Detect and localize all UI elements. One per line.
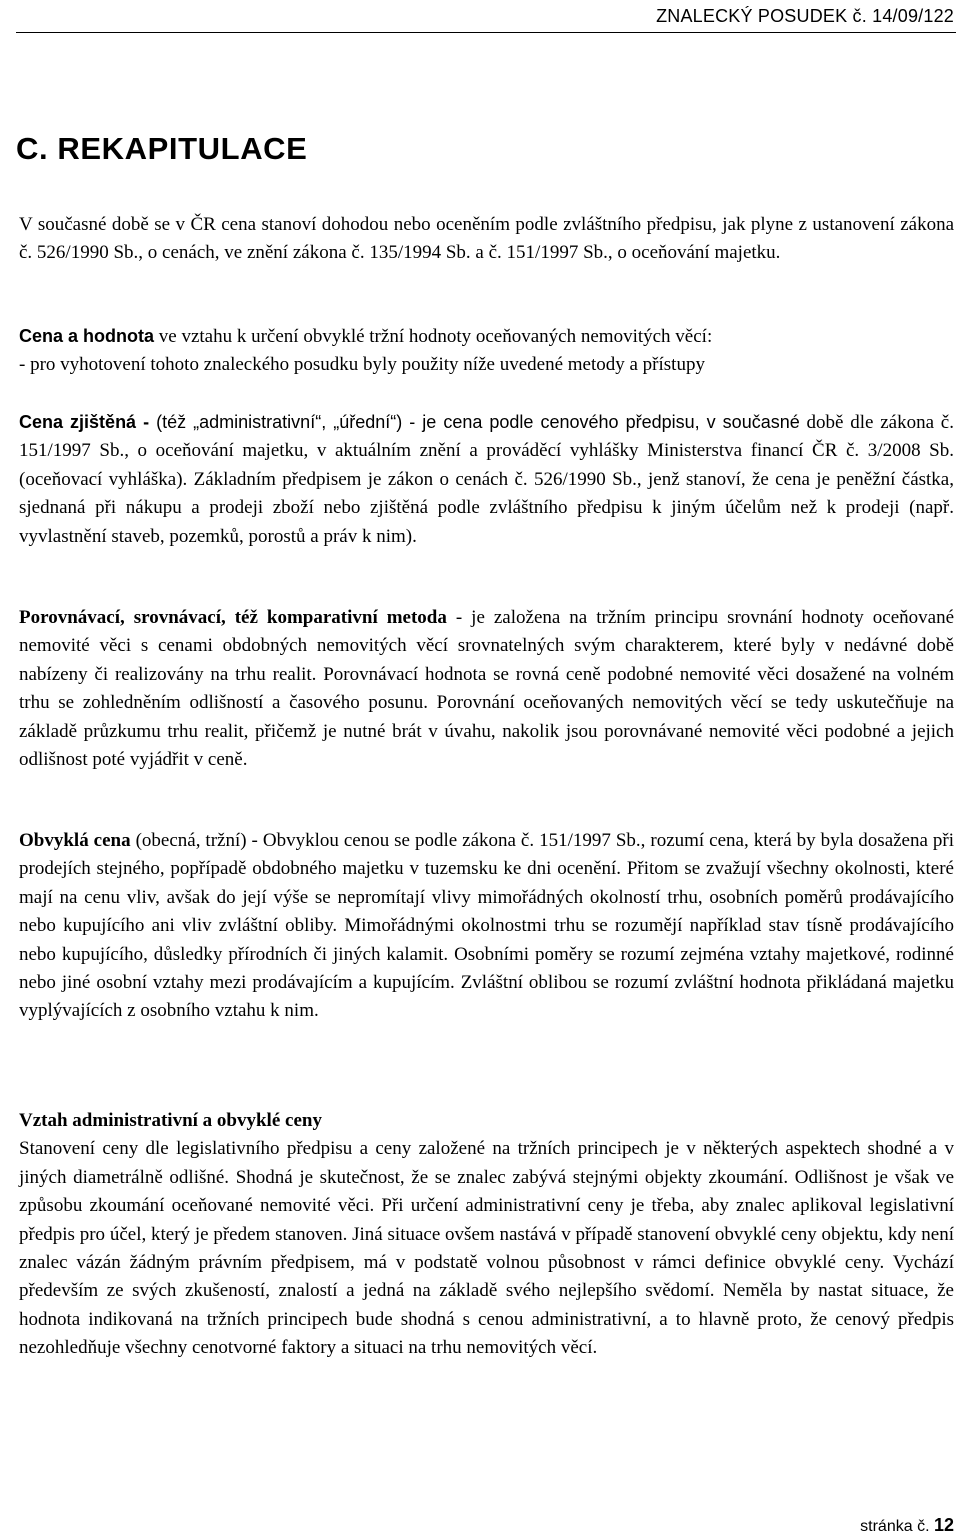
vztah-text: Stanovení ceny dle legislativního předpisu a ceny založené na tržních principech je v některých aspektech shodné a v jiných diametrálně odlišné. Shodná je skutečnost, že se znalec zabývá stejnými objekty zkoumání. Odlišnost je však ve způsobu zkoumání oceňované nemovité věci. Při určení administrativní ceny je třeba, aby znalec aplikoval legislativní předpis pro účel, který je předem stanoven. Jiná situace ovšem nastává v případě stanovení obvyklé ceny objektu, kdy není znalec vázán žádným právním předpisem, má v podstatě volnou působnost v rámci definice obvyklé ceny. Vychází především ze svých zkušeností, znalostí a jedná na základě svého nejlepšího svědomí. Neměla by nastat situace, že hodnota indikovaná na tržních principech bude shodná s cenou administrativní, a to hlavně proto, že cenový předpis nezohledňuje všechny cenotvorné faktory a situaci na trhu nemovitých věcí.	[19, 1138, 954, 1359]
porovnavaci-term: Porovnávací, srovnávací, též komparativní metoda	[19, 607, 447, 628]
obvykla-cena-term: Obvyklá cena	[19, 830, 131, 851]
intro-paragraph	[19, 211, 954, 268]
obvykla-cena-text: (obecná, tržní) - Obvyklou cenou se podle zákona č. 151/1997 Sb., rozumí cena, která by byla dosažena při prodejích stejného, popřípadě obdobného majetku v tuzemsku ke dni ocenění. Přitom se zvažují všechny okolnosti, které mají na cenu vliv, avšak do její výše se nepromítají vlivy mimořádných okolností trhu, osobních poměrů prodávajícího nebo kupujícího ani vliv zvláštní obliby. Mimořádnými okolnostmi trhu se rozumějí například stav tísně prodávajícího nebo kupujícího, důsledky přírodních či jiných kalamit. Osobními poměry se rozumí zejména vztahy majetkové, rodinné nebo jiné osobní vztahy mezi prodávajícím a kupujícím. Zvláštní oblibou se rozumí zvláštní hodnota přikládaná majetku vyplývajících z osobního vztahu k nim.	[19, 830, 955, 1022]
document-header: ZNALECKÝ POSUDEK č. 14/09/122	[656, 6, 954, 26]
cena-hodnota-term: Cena a hodnota	[19, 326, 155, 346]
cena-zjistena-sans-text: (též „administrativní“, „úřední“) - je cena podle cenového předpisu, v současné	[156, 412, 800, 432]
obvykla-cena-paragraph	[19, 827, 954, 1026]
intro-text: V současné době se v ČR cena stanoví dohodou nebo oceněním podle zvláštního předpisu, jak plyne z ustanovení zákona č. 526/1990 Sb., o cenách, ve znění zákona č. 135/1994 Sb. a č. 151/1997 Sb., o oceňování majetku.	[19, 214, 954, 264]
porovnavaci-text: - je založena na tržním principu srovnání hodnoty oceňované nemovité věci s cenami obdobných nemovitých věcí srovnatelných svým charakterem, které byly v nedávné době nabízeny či realizovány na trhu realit. Porovnávací hodnota se rovná ceně podobné nemovité věci dosažené na volném trhu se zohledněním odlišností a časového posunu. Porovnání oceňovaných nemovitých věcí se tedy uskutečňuje na základě průzkumu trhu realit, přičemž je nutné brát v úvahu, nakolik jsou porovnávané nemovité věci podobné a jejich odlišnost poté vyjádřit v ceně.	[19, 607, 954, 771]
cena-hodnota-text: ve vztahu k určení obvyklé tržní hodnoty oceňovaných nemovitých věcí:	[154, 326, 713, 347]
header-rule	[16, 32, 956, 33]
porovnavaci-paragraph	[19, 604, 954, 774]
page-number: 12	[933, 1515, 954, 1535]
cena-hodnota-line2: - pro vyhotovení tohoto znaleckého posudku byly použity níže uvedené metody a přístupy	[19, 354, 705, 376]
cena-zjistena-text: době dle zákona č. 151/1997 Sb., o oceňování majetku, v aktuálním znění a prováděcí vyhlášky Ministerstva financí ČR č. 3/2008 Sb. (oceňovací vyhláška). Základním předpisem je zákon o cenách č. 526/1990 Sb., jenž stanoví, že cena je peněžní částka, sjednaná při nákupu a prodeji zboží nebo zjištěná podle zvláštního předpisu k jiným účelům než k prodeji (např. vyvlastnění staveb, pozemků, porostů a práv k nim).	[19, 412, 954, 547]
cena-hodnota-paragraph	[19, 322, 954, 380]
vztah-paragraph	[19, 1107, 954, 1363]
vztah-heading: Vztah administrativní a obvyklé ceny	[19, 1110, 322, 1131]
cena-zjistena-term: Cena zjištěná -	[19, 412, 157, 432]
page-footer	[860, 1515, 954, 1536]
cena-zjistena-paragraph	[19, 408, 954, 551]
section-title: C. REKAPITULACE	[16, 131, 308, 166]
page-label: stránka č.	[860, 1518, 930, 1535]
